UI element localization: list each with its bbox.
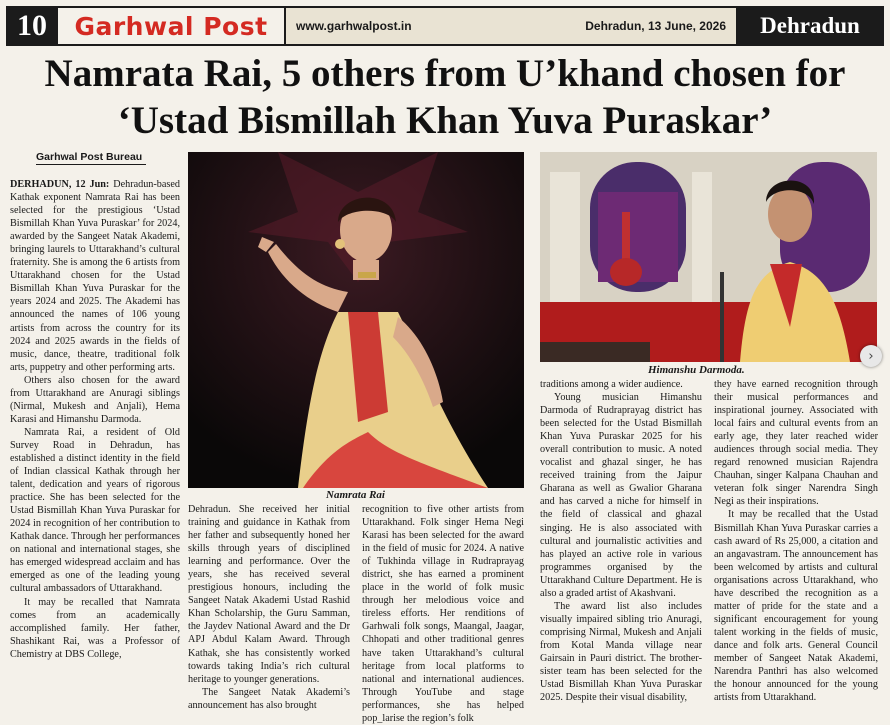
- paragraph: The award list also includes visually impaired sibling trio Anuragi, comprising Nirmal, Mukesh and Anjali from Kotal Manda village near Gairsain in Pauri district. The brother-sister team has been selected for the Ustad Bismillah Khan Yuva Puraskar 2025. Despite their visual disability,: [540, 600, 702, 704]
- photo-himanshu-darmoda: [540, 152, 877, 362]
- headline: Namrata Rai, 5 others from U’khand chosen for ‘Ustad Bismillah Khan Yuva Puraskar’: [44, 52, 846, 142]
- logo: [58, 6, 286, 46]
- edition-label: Dehradun: [736, 6, 884, 46]
- chevron-right-icon[interactable]: ›: [860, 345, 882, 367]
- column-2: [188, 503, 350, 712]
- paragraph: The Sangeet Natak Akademi’s announcement has also brought: [188, 686, 350, 711]
- caption-photo1: Namrata Rai: [326, 489, 385, 501]
- column-1: [10, 178, 180, 661]
- paragraph: traditions among a wider audience.: [540, 379, 683, 390]
- byline-rule: [36, 164, 146, 165]
- byline: Garhwal Post Bureau: [36, 151, 143, 163]
- paragraph: Namrata Rai, a resident of Old Survey Road in Dehradun, has established a distinct identity in the field of Indian classical Kathak through her talent, dedication and years of rigorous practice. She has been selected for the Ustad Bismillah Khan Yuva Puraskar for 2024 in recognition of her contribution to Kathak dance. Through her performances on national and international stages, she has emerged widespread acclaim and has emerged as one of the leading young cultural ambassadors of Uttarakhand.: [10, 426, 180, 595]
- paragraph-text: Dehradun-based Kathak exponent Namrata Rai has been selected for the prestigious ‘Ustad Bismillah Khan Yuva Puraskar’ for 2024, awarded by the Sangeet Natak Akademi, bringing laurels to Uttarakhand’s cultural fraternity. She is among the 6 artists from Uttarakhand chosen for the Ustad Bismillah Khan Yuva Puraskar for the years 2024 and 2025. The Akademi has announced the names of 106 young artists from across the country for its 2024 and 2025 awards in the fields of music, dance, theatre, traditional folk arts, puppetry and other performing arts.: [10, 179, 180, 373]
- photo-namrata-rai: [188, 152, 524, 488]
- caption-photo2: Himanshu Darmoda.: [648, 364, 745, 376]
- paragraph: Young musician Himanshu Darmoda of Rudraprayag district has been selected for the Ustad Bismillah Khan Yuva Puraskar 2025 for his overall contribution to music. A noted vocalist and ghazal singer, he has received training from the Jaipur Gharana as well as Gwalior Gharana and has carved a niche for himself in the field of classical and ghazal singing. He is also associated with cultural and journalistic activities and has played an active role in various programmes organised by the Uttarakhand Culture Department. He is also a graded artist of Akashvani.: [540, 392, 702, 599]
- column-5: [714, 378, 878, 704]
- paragraph: [10, 178, 180, 374]
- masthead: [6, 6, 884, 46]
- paragraph: recognition to five other artists from Uttarakhand. Folk singer Hema Negi Karasi has been selected for the award in the field of music for 2024. A native of Tukhinda village in Rudraprayag district, she has earned a prominent place in the world of folk music through her melodious voice and tireless efforts. Her renditions of Garhwali folk songs, Maangal, Jaagar, Chhopati and other traditional genres have taken Uttarakhand’s cultural heritage from local platforms to national and international audiences. Through YouTube and stage performances, she has helped pop_larise the region’s folk: [362, 504, 524, 724]
- issue-date: Dehradun, 13 June, 2026: [585, 19, 726, 33]
- page-number: 10: [6, 6, 58, 46]
- singer-illustration: [540, 152, 877, 362]
- dancer-illustration: [188, 152, 524, 488]
- paragraph: It may be recalled that Namrata comes from an academically accomplished family. Her father, Shashikant Rai, was a Professor of Chemistry at DBS College,: [10, 596, 180, 660]
- paragraph: It may be recalled that the Ustad Bismillah Khan Yuva Puraskar carries a cash award of Rs 25,000, a citation and an angavastram. The announcement has been welcomed by artists and cultural organisations across Uttarakhand, who have described the recognition as a matter of pride for the state and a significant encouragement for young talent working in the fields of music, dance and folk arts. General Council member of Sangeet Natak Akademi, Narendra Panthri has also welcomed the honour announced for the young artists from Uttarakhand.: [714, 509, 878, 704]
- column-3: [362, 503, 524, 725]
- logo-text: Garhwal Post: [74, 11, 268, 41]
- column-4: [540, 378, 702, 704]
- paragraph: they have earned recognition through their musical performances and inspirational journey. Associated with local fairs and cultural events from an early age, they later reached wider audiences through social media. They regard renowned musician Rajendra Chauhan, singer Kalpana Chauhan and veteran folk singer Narendra Singh Negi as their inspirations.: [714, 379, 878, 508]
- site-url: www.garhwalpost.in: [296, 19, 412, 33]
- masthead-band: [286, 6, 736, 46]
- dateline: DERHADUN, 12 Jun:: [10, 179, 110, 190]
- paragraph: Dehradun. She received her initial training and guidance in Kathak from her father and subsequently honed her skills through years of disciplined learning and performance. Over the years, she has received several prestigious honours, including the Sangeet Natak Akademi Ustad Rashid Khan Scholarship, the Guru Samman, the Jaydev National Award and the Dr APJ Abdul Kalam Award. Through Kathak, she has consistently worked towards taking India’s rich cultural heritage to younger generations.: [188, 504, 350, 685]
- paragraph: Others also chosen for the award from Uttarakhand are Anuragi siblings (Nirmal, Mukesh and Anjali), Hema Karasi and Himanshu Darmoda.: [10, 374, 180, 425]
